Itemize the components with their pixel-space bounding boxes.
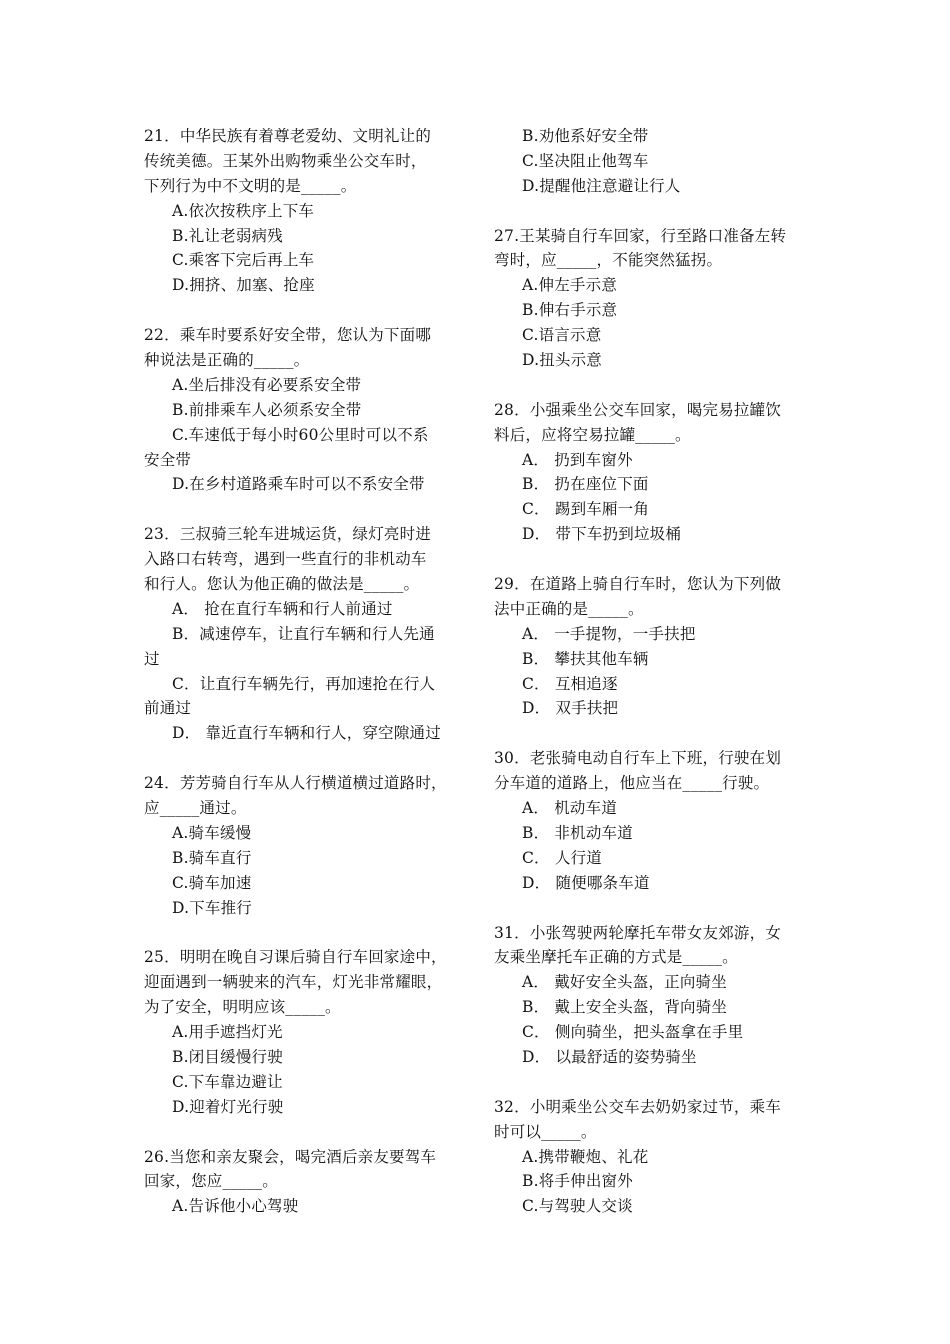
question-text-line: 30．老张骑电动自行车上下班，行驶在划 [494, 749, 782, 768]
answer-option: D.扭头示意 [522, 351, 603, 370]
question-text-line: 29．在道路上骑自行车时，您认为下列做 [494, 575, 782, 594]
question-spacer [494, 721, 816, 746]
question-text-line: 27.王某骑自行车回家，行至路口准备左转 [494, 226, 787, 245]
question-27 [494, 224, 816, 373]
answer-option: D.提醒他注意避让行人 [522, 176, 681, 195]
question-30 [494, 746, 816, 895]
answer-option: C.语言示意 [522, 326, 602, 345]
answer-option: B.前排乘车人必须系安全带 [172, 400, 362, 419]
answer-option: C.车速低于每小时60公里时可以不系 [172, 425, 429, 444]
answer-option: C． 人行道 [522, 848, 602, 867]
answer-option: A.坐后排没有必要系安全带 [172, 375, 362, 394]
question-spacer [144, 298, 466, 323]
question-text-line: 25．明明在晚自习课后骑自行车回家途中， [144, 948, 447, 967]
question-28 [494, 398, 816, 547]
question-text-line: 32．小明乘坐公交车去奶奶家过节，乘车 [494, 1097, 782, 1116]
question-25 [144, 945, 466, 1119]
answer-option: B．减速停车，让直行车辆和行人先通 [172, 624, 435, 643]
answer-option: B． 戴上安全头盔，背向骑坐 [522, 998, 728, 1017]
answer-option: D． 随便哪条车道 [522, 873, 650, 892]
question-21 [144, 124, 466, 298]
answer-option: A． 戴好安全头盔，正向骑坐 [522, 973, 727, 992]
answer-option: B． 非机动车道 [522, 823, 633, 842]
question-text-line: 下列行为中不文明的是_____。 [144, 176, 357, 195]
question-text-line: 分车道的道路上，他应当在_____行驶。 [494, 774, 770, 793]
answer-option: A.携带鞭炮、礼花 [522, 1147, 649, 1166]
question-text-line: 迎面遇到一辆驶来的汽车，灯光非常耀眼， [144, 973, 443, 992]
question-text-line: 26.当您和亲友聚会，喝完酒后亲友要驾车 [144, 1147, 437, 1166]
question-spacer [144, 921, 466, 946]
question-text-line: 22．乘车时要系好安全带，您认为下面哪 [144, 326, 432, 345]
question-spacer [494, 199, 816, 224]
question-text-line: 24．芳芳骑自行车从人行横道横过道路时， [144, 774, 447, 793]
answer-option: C．让直行车辆先行，再加速抢在行人 [172, 674, 436, 693]
question-26 [144, 1145, 466, 1220]
answer-option: A.用手遮挡灯光 [172, 1023, 283, 1042]
question-text-line: 21．中华民族有着尊老爱幼、文明礼让的 [144, 127, 432, 145]
right-column [494, 124, 816, 1219]
answer-option: A.伸左手示意 [522, 276, 618, 295]
answer-option: 过 [144, 649, 160, 668]
question-text-line: 传统美德。王某外出购物乘坐公交车时， [144, 151, 427, 170]
answer-option: D． 双手扶把 [522, 699, 619, 718]
question-spacer [144, 746, 466, 771]
answer-option: D.下车推行 [172, 898, 253, 917]
answer-option: 前通过 [144, 699, 192, 718]
answer-option: B.礼让老弱病残 [172, 226, 283, 245]
answer-option: A.依次按秩序上下车 [172, 201, 315, 220]
question-32 [494, 1095, 816, 1219]
answer-option: 安全带 [144, 450, 192, 469]
answer-option: B.闭目缓慢行驶 [172, 1047, 283, 1066]
question-29 [494, 572, 816, 721]
answer-option: A． 机动车道 [522, 799, 618, 818]
question-text-line: 为了安全，明明应该_____。 [144, 998, 341, 1017]
question-31 [494, 921, 816, 1070]
question-spacer [144, 497, 466, 522]
question-text-line: 28．小强乘坐公交车回家，喝完易拉罐饮 [494, 400, 782, 419]
answer-option: C.乘客下完后再上车 [172, 251, 315, 270]
answer-option: D.迎着灯光行驶 [172, 1097, 284, 1116]
question-text-line: 回家，您应_____。 [144, 1172, 278, 1191]
answer-option: A． 扔到车窗外 [522, 450, 633, 469]
question-text-line: 应_____通过。 [144, 799, 247, 818]
answer-option: D． 以最舒适的姿势骑坐 [522, 1047, 697, 1066]
answer-option: D． 靠近直行车辆和行人，穿空隙通过 [172, 724, 441, 743]
question-text-line: 法中正确的是_____。 [494, 599, 644, 618]
answer-option: C.坚决阻止他驾车 [522, 151, 649, 170]
answer-option: B.劝他系好安全带 [522, 127, 649, 145]
answer-option: B.骑车直行 [172, 848, 252, 867]
answer-option: C.与驾驶人交谈 [522, 1197, 633, 1216]
question-text-line: 31．小张驾驶两轮摩托车带女友郊游，女 [494, 923, 782, 942]
question-text-line: 入路口右转弯，遇到一些直行的非机动车 [144, 550, 427, 569]
question-spacer [494, 896, 816, 921]
answer-option: B.将手伸出窗外 [522, 1172, 633, 1191]
answer-option: D.拥挤、加塞、抢座 [172, 276, 315, 295]
answer-option: D． 带下车扔到垃圾桶 [522, 525, 682, 544]
question-26-cont [494, 124, 816, 199]
question-spacer [494, 547, 816, 572]
answer-option: C． 踢到车厢一角 [522, 500, 650, 519]
answer-option: B． 扔在座位下面 [522, 475, 649, 494]
left-column [144, 124, 466, 1219]
answer-option: A.骑车缓慢 [172, 823, 252, 842]
question-spacer [494, 373, 816, 398]
question-text-line: 种说法是正确的_____。 [144, 351, 310, 370]
question-22 [144, 323, 466, 497]
answer-option: B． 攀扶其他车辆 [522, 649, 649, 668]
answer-option: C． 互相追逐 [522, 674, 618, 693]
question-spacer [494, 1070, 816, 1095]
question-text-line: 23．三叔骑三轮车进城运货，绿灯亮时进 [144, 525, 432, 544]
answer-option: C.下车靠边避让 [172, 1072, 283, 1091]
answer-option: C． 侧向骑坐，把头盔拿在手里 [522, 1023, 744, 1042]
question-23 [144, 522, 466, 746]
question-text-line: 料后，应将空易拉罐_____。 [494, 425, 691, 444]
answer-option: A． 抢在直行车辆和行人前通过 [172, 599, 393, 618]
question-text-line: 弯时，应_____，不能突然猛拐。 [494, 251, 723, 270]
question-text-line: 时可以_____。 [494, 1122, 597, 1141]
question-text-line: 和行人。您认为他正确的做法是_____。 [144, 575, 420, 594]
question-spacer [144, 1120, 466, 1145]
answer-option: C.骑车加速 [172, 873, 252, 892]
question-text-line: 友乘坐摩托车正确的方式是_____。 [494, 948, 738, 967]
answer-option: A． 一手提物，一手扶把 [522, 624, 696, 643]
question-24 [144, 771, 466, 920]
answer-option: B.伸右手示意 [522, 301, 618, 320]
answer-option: A.告诉他小心驾驶 [172, 1197, 299, 1216]
answer-option: D.在乡村道路乘车时可以不系安全带 [172, 475, 425, 494]
